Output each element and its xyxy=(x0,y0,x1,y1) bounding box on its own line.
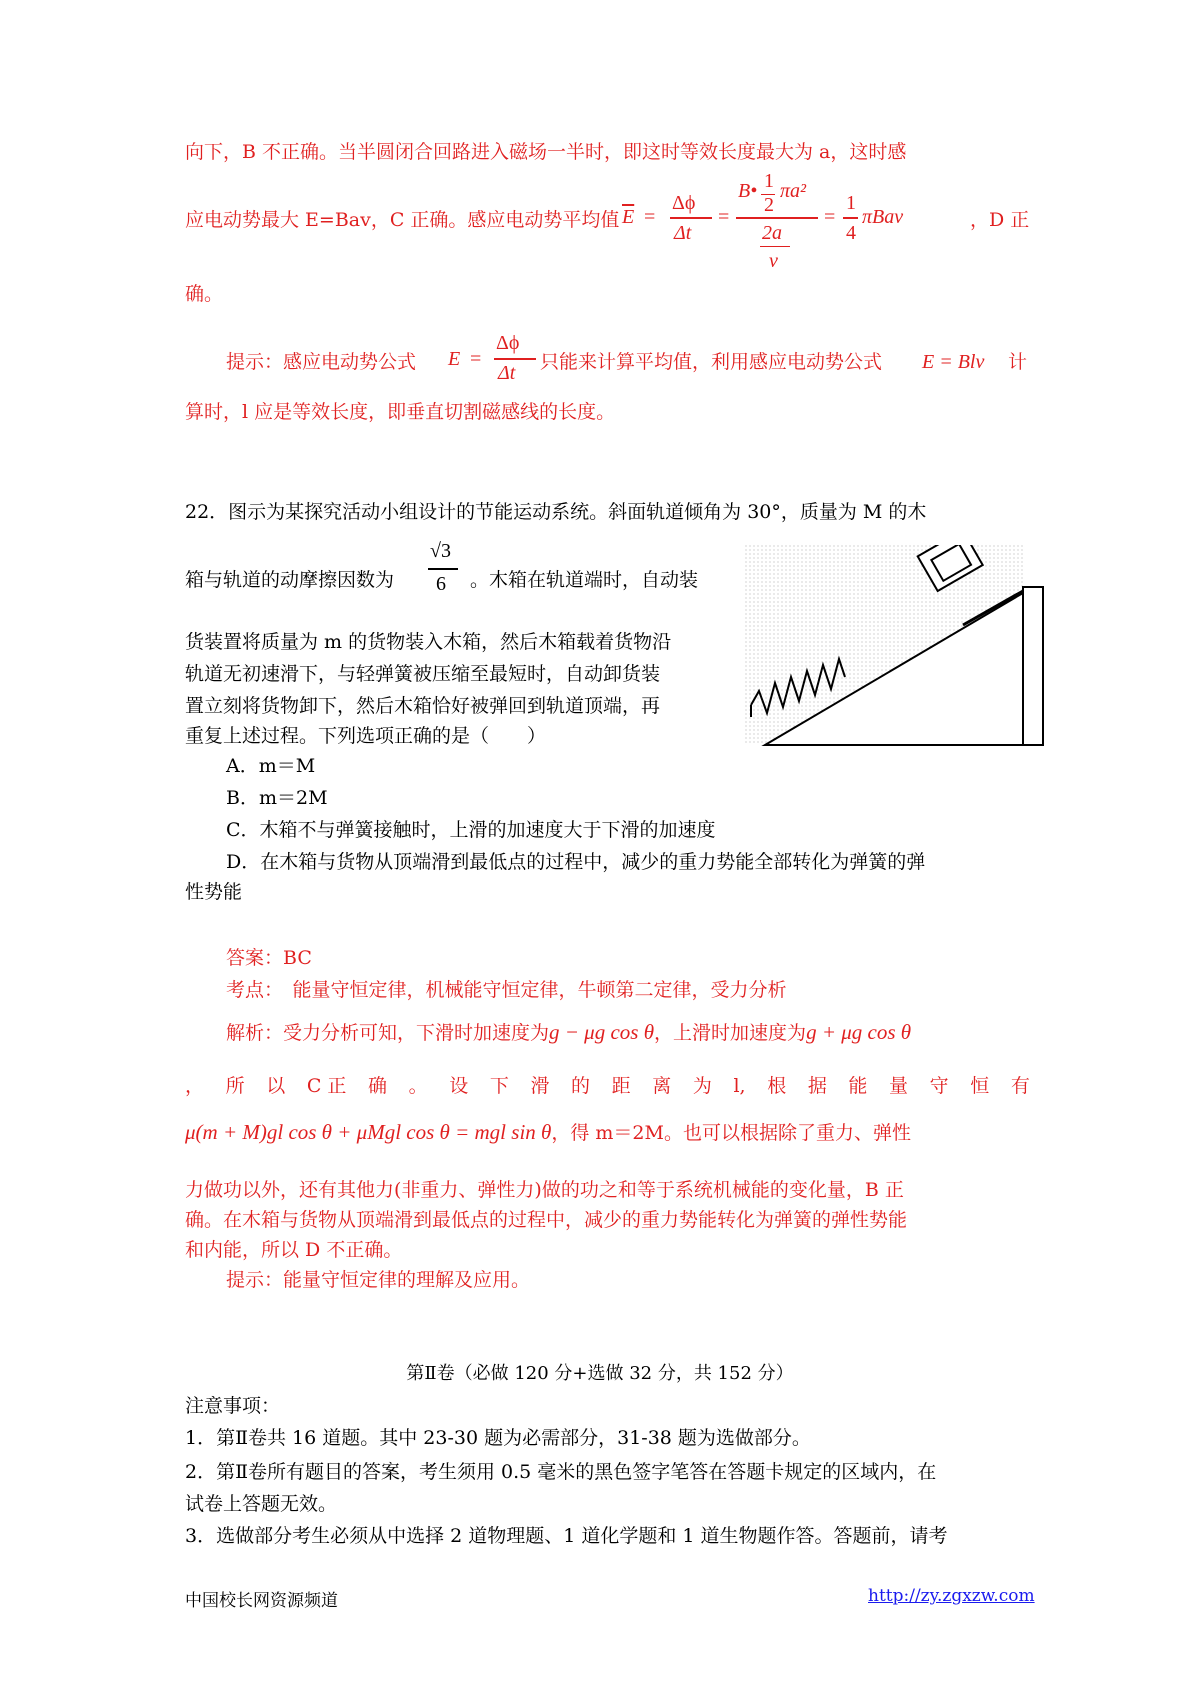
analysis-line-2-word: 恒 xyxy=(970,1075,990,1097)
analysis-line-2-word: 为 xyxy=(692,1075,712,1097)
analysis-line-2-word: l, xyxy=(733,1075,746,1097)
hint-formula-blv: E = Blv xyxy=(922,351,985,373)
analysis-line-4: 力做功以外，还有其他力(非重力、弹性力)做的功之和等于系统机械能的变化量，B 正 xyxy=(185,1179,904,1201)
hint-line-1: 提示：感应电动势公式 xyxy=(226,351,417,373)
notice-item-3: 3．选做部分考生必须从中选择 2 道物理题、1 道化学题和 1 道生物题作答。答题前，请考 xyxy=(185,1525,948,1547)
analysis-line-2-word: 据 xyxy=(807,1075,827,1097)
explanation-line-1: 向下，B 不正确。当半圆闭合回路进入磁场一半时，即这时等效长度最大为 a，这时感 xyxy=(185,141,907,163)
notice-item-2-continued: 试卷上答题无效。 xyxy=(185,1493,338,1515)
document-page: 向下，B 不正确。当半圆闭合回路进入磁场一半时，即这时等效长度最大为 a，这时感 应电动势最大 E=Bav，C 正确。感应电动势平均值 $\overline{E}$ = Δϕ Δt = B• 1 2 πa² 2a v = 1 4 πBav ，D 正 确。 提示：感应电动势公式 E = Δϕ Δt 只能来计算平均值，利用感应电动势公式 E = Blv 计 算时，l 应是等效长度，即垂直切割磁感线的长度。 22．图示为某探究活动小组设计的节能运动系统。斜面轨道倾角为 30°，质量为 M 的木 箱与轨道的动摩擦因数为 √3 6 。木箱在轨道端时，自动装 货装置将质量为 m 的货物装入木箱，然后木箱载着货物沿 轨道无初速滑下，与轻弹簧被压缩至最短时，自动卸货装 置立刻将货物卸下，然后木箱恰好被弹回到轨道顶端，再 重复上述过程。下列选项正确的是（ ） A．m＝M B．m＝2M C．木箱不与弹簧接触时，上滑的加速度大于下滑的加速度 D．在木箱与货物从顶端滑到最低点的过程中，减少的重力势能全部转化为弹簧的弹 性势能 答案：BC 考点： 能量守恒定律，机械能守恒定律，牛顿第二定律，受力分析 解析：受力分析可知，下滑时加速度为g − μg cos θ，上滑时加速度为g + μg cos θ ， 所 以 C 正 确 。 设 下 滑 的 距 离 为 l, 根 据 能 量 守 恒 有 μ(m + M)gl cos θ + μMgl cos θ = mgl sin θ，得 m＝2M。也可以根据除了重力、弹性 力做功以外，还有其他力(非重力、弹性力)做的功之和等于系统机械能的变化量，B 正 确。在木箱与货物从顶端滑到最低点的过程中，减少的重力势能转化为弹簧的弹性势能 和内能，所以 D 不正确。 提示：能量守恒定律的理解及应用。 第Ⅱ卷（必做 120 分+选做 32 分，共 152 分） 注意事项： 1．第Ⅱ卷共 16 道题。其中 23-30 题为必需部分，31-38 题为选做部分。 2．第Ⅱ卷所有题目的答案，考生须用 0.5 毫米的黑色签字笔答在答题卡规定的区域内，在 试卷上答题无效。 3．选做部分考生必须从中选择 2 道物理题、1 道化学题和 1 道生物题作答。答题前，请考 中国校长网资源频道 http://zy.zgxzw.com xyxy=(0,0,1200,1698)
question-22-line-4: 轨道无初速滑下，与轻弹簧被压缩至最短时，自动卸货装 xyxy=(185,663,661,685)
option-d-continued: 性势能 xyxy=(185,881,243,903)
hint-line-1-end: 计 xyxy=(1008,351,1028,373)
analysis-line-2 xyxy=(185,1072,1030,1100)
question-22-line-6: 重复上述过程。下列选项正确的是（ ） xyxy=(185,725,547,747)
analysis-line-2-word: 。 xyxy=(408,1075,428,1097)
analysis-line-1: 解析：受力分析可知，下滑时加速度为g − μg cos θ，上滑时加速度为g + μg cos θ xyxy=(226,1020,912,1044)
analysis-line-2-word: 距 xyxy=(611,1075,631,1097)
question-22-line-5: 置立刻将货物卸下，然后木箱恰好被弹回到轨道顶端，再 xyxy=(185,695,661,717)
analysis-line-2-word: 的 xyxy=(571,1075,591,1097)
footer-link[interactable]: http://zy.zgxzw.com xyxy=(868,1586,1035,1606)
analysis-line-2-word: 守 xyxy=(929,1075,949,1097)
average-emf-formula: $\overline{E}$ = Δϕ Δt = B• 1 2 πa² 2a v = 1 4 πBav xyxy=(622,170,904,272)
option-d: D．在木箱与货物从顶端滑到最低点的过程中，减少的重力势能全部转化为弹簧的弹 xyxy=(226,851,926,873)
test-point: 考点： 能量守恒定律，机械能守恒定律，牛顿第二定律，受力分析 xyxy=(226,979,787,1001)
explanation-line-2-end: ，D 正 xyxy=(970,209,1030,231)
question-22-line-2: 箱与轨道的动摩擦因数为 xyxy=(185,569,395,591)
hint-line-1-mid: 只能来计算平均值，利用感应电动势公式 xyxy=(540,351,883,373)
option-a: A．m＝M xyxy=(226,755,316,777)
question-22-line-3: 货装置将质量为 m 的货物装入木箱，然后木箱载着货物沿 xyxy=(185,631,672,653)
explanation-line-2: 应电动势最大 E=Bav，C 正确。感应电动势平均值 xyxy=(185,209,620,231)
analysis-line-2-word: 量 xyxy=(889,1075,909,1097)
option-b: B．m＝2M xyxy=(226,787,328,809)
analysis-line-2-word: 能 xyxy=(848,1075,868,1097)
analysis-line-2-word: 所 xyxy=(225,1075,245,1097)
analysis-line-2-word: ， xyxy=(185,1075,205,1097)
analysis-line-6: 和内能，所以 D 不正确。 xyxy=(185,1239,403,1261)
end-wall xyxy=(1023,587,1043,745)
notice-heading: 注意事项： xyxy=(185,1395,281,1417)
hint-22: 提示：能量守恒定律的理解及应用。 xyxy=(226,1269,531,1291)
analysis-line-2-word: 根 xyxy=(767,1075,787,1097)
analysis-line-2-word: 离 xyxy=(652,1075,672,1097)
notice-item-1: 1．第Ⅱ卷共 16 道题。其中 23-30 题为必需部分，31-38 题为选做部分。 xyxy=(185,1427,811,1449)
analysis-line-2-word: 下 xyxy=(489,1075,509,1097)
analysis-line-2-word: 以 xyxy=(266,1075,286,1097)
incline-spring-diagram xyxy=(745,545,1055,750)
explanation-line-3: 确。 xyxy=(185,283,224,305)
analysis-line-2-word: 确 xyxy=(368,1075,388,1097)
question-22-line-2-end: 。木箱在轨道端时，自动装 xyxy=(470,569,699,591)
section-2-title: 第Ⅱ卷（必做 120 分+选做 32 分，共 152 分） xyxy=(406,1363,794,1384)
analysis-line-3: μ(m + M)gl cos θ + μMgl cos θ = mgl sin θ，得 m＝2M。也可以根据除了重力、弹性 xyxy=(185,1120,911,1144)
notice-item-2: 2．第Ⅱ卷所有题目的答案，考生须用 0.5 毫米的黑色签字笔答在答题卡规定的区域内，在 xyxy=(185,1461,937,1483)
hint-line-2: 算时，l 应是等效长度，即垂直切割磁感线的长度。 xyxy=(185,401,616,423)
footer-site-name: 中国校长网资源频道 xyxy=(185,1591,338,1611)
analysis-line-5: 确。在木箱与货物从顶端滑到最低点的过程中，减少的重力势能转化为弹簧的弹性势能 xyxy=(185,1209,908,1231)
analysis-line-2-word: 设 xyxy=(449,1075,469,1097)
analysis-line-2-word: C 正 xyxy=(306,1075,347,1097)
analysis-line-2-word: 有 xyxy=(1010,1075,1030,1097)
answer-22: 答案：BC xyxy=(226,947,312,969)
option-c: C．木箱不与弹簧接触时，上滑的加速度大于下滑的加速度 xyxy=(226,819,716,841)
question-22-line-1: 22．图示为某探究活动小组设计的节能运动系统。斜面轨道倾角为 30°，质量为 M 的木 xyxy=(185,501,927,523)
analysis-line-2-word: 滑 xyxy=(530,1075,550,1097)
